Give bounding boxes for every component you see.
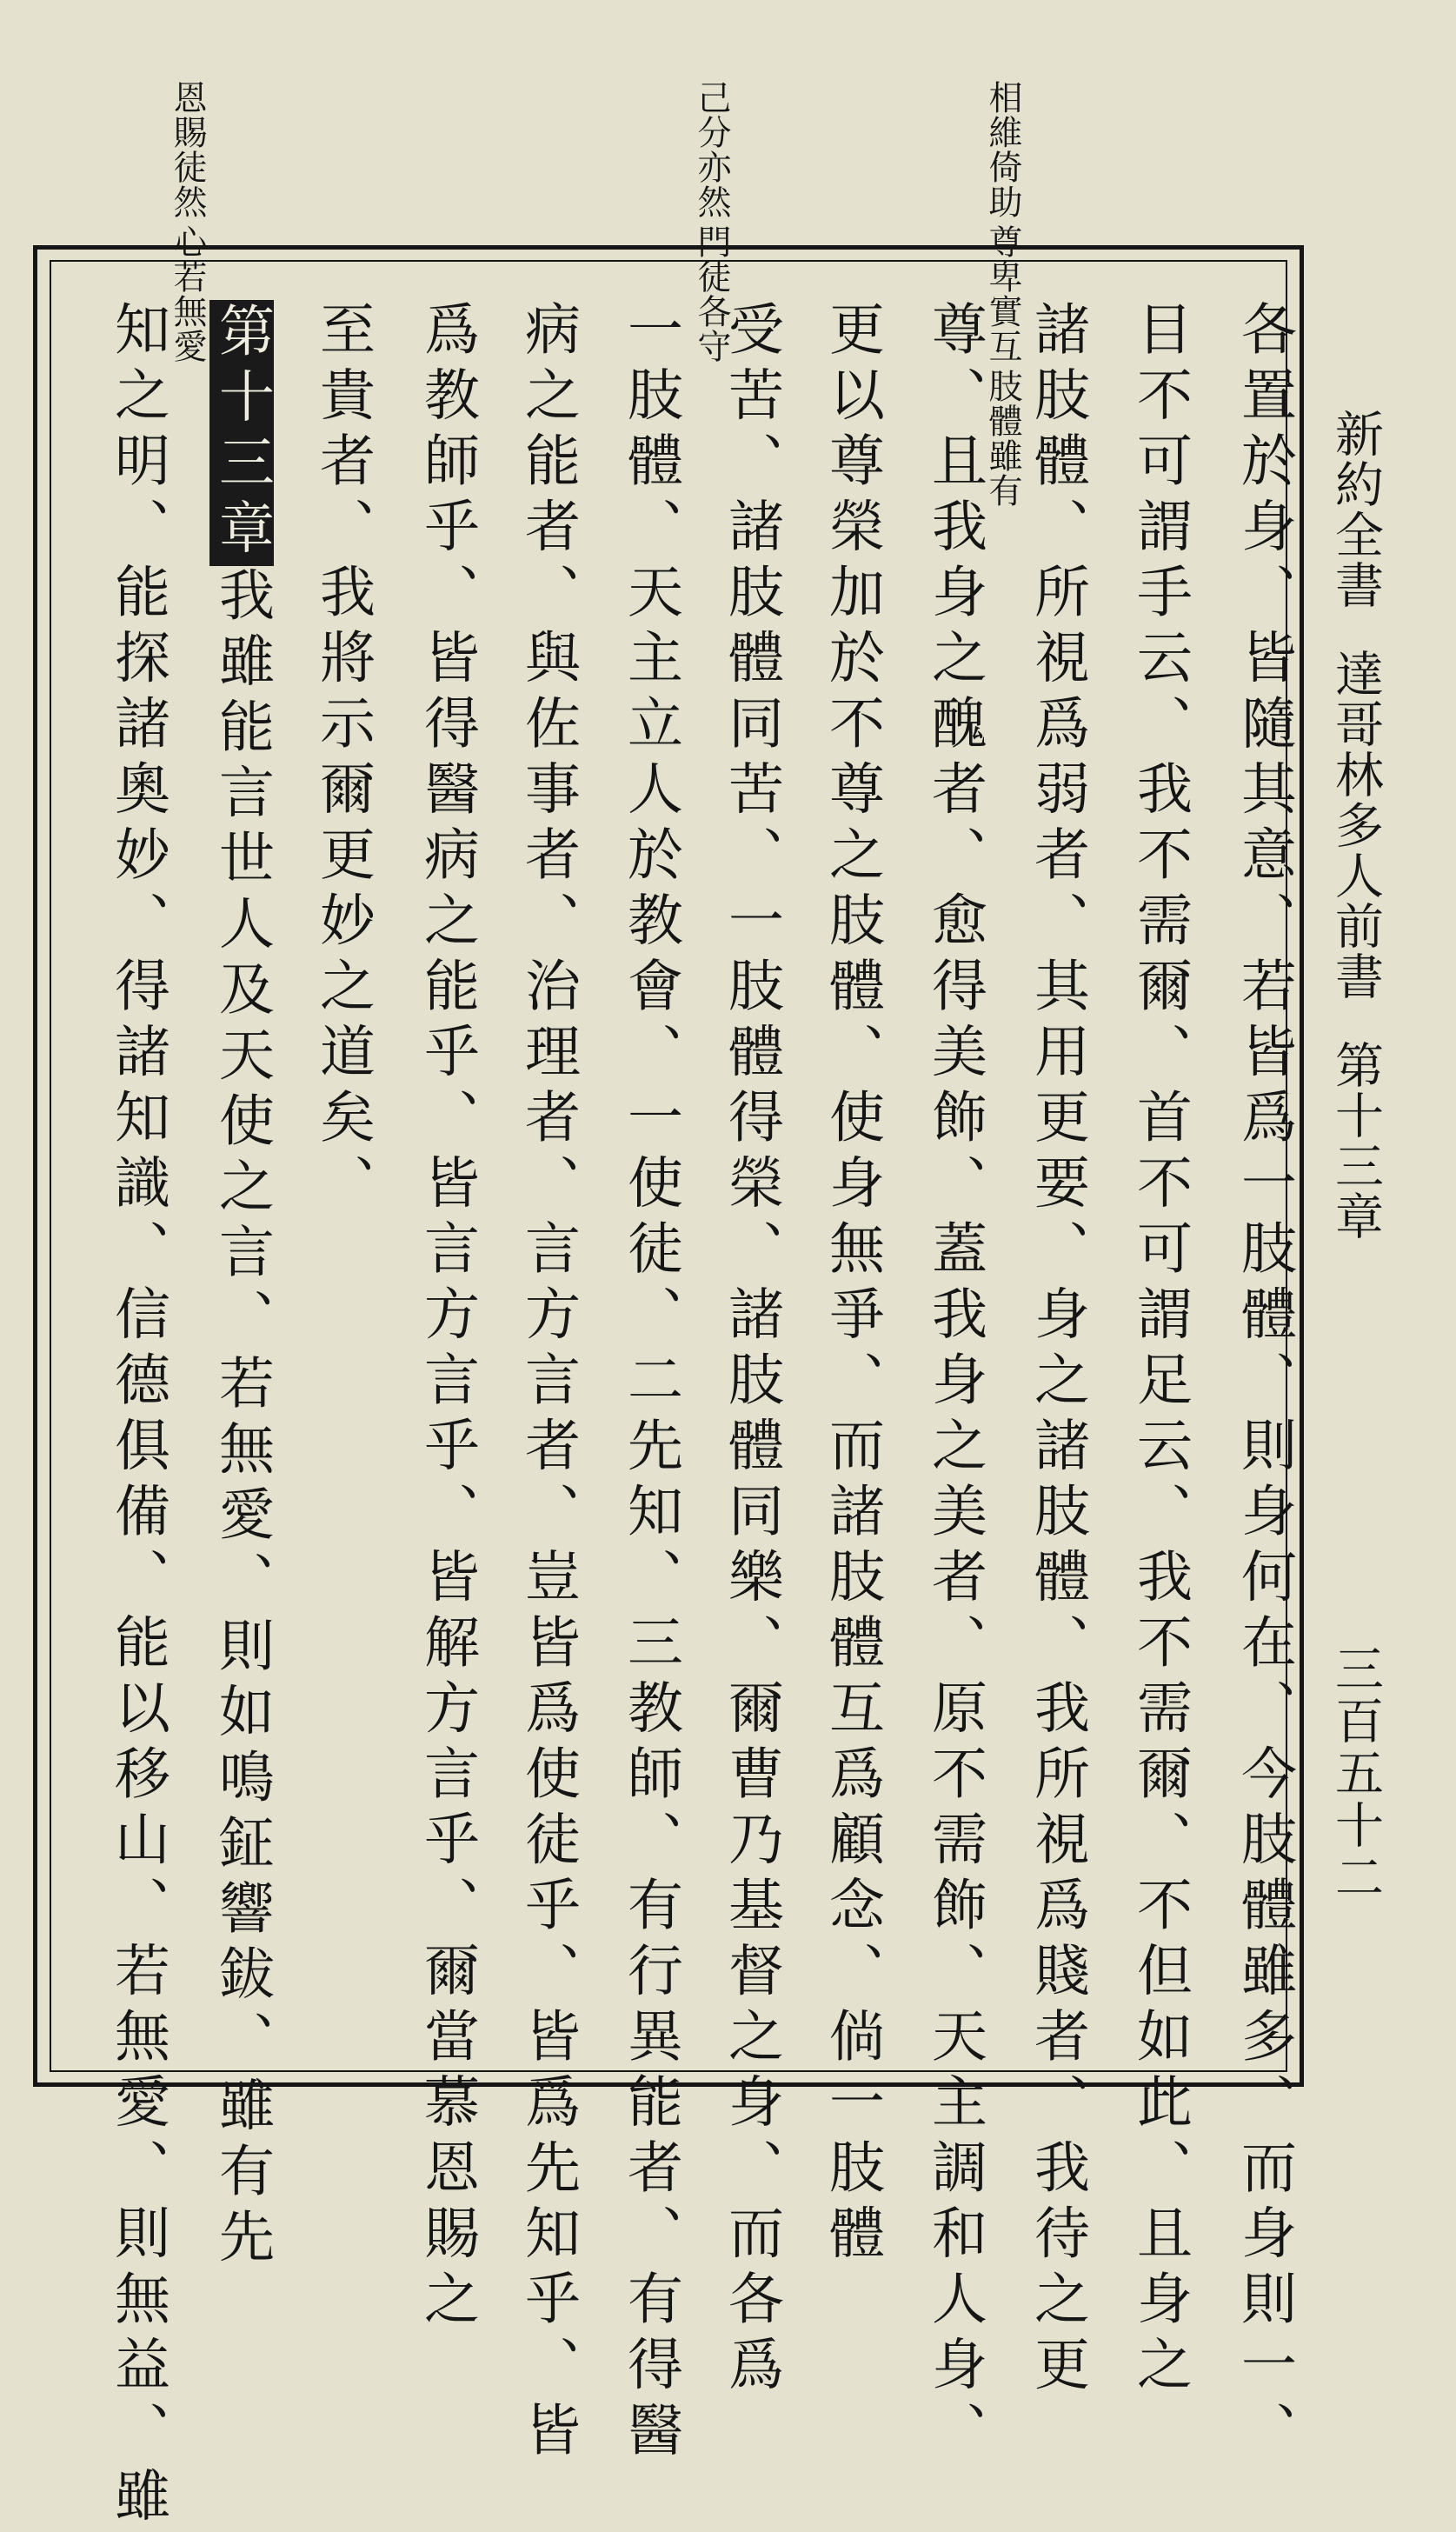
headnote-3-col-1: 心若無愛: [168, 224, 207, 363]
text-column-7: 一肢體、天主立人於教會、一使徒、二先知、三教師、有行異能者、有得醫: [618, 300, 682, 2467]
text-column-6: 受苦、諸肢體同苦、一肢體得榮、諸肢體同樂、爾曹乃基督之身、而各爲: [719, 300, 783, 2401]
headnote-1-col-3: 相維倚助: [983, 80, 1022, 219]
headnote-2: [691, 80, 731, 363]
epistle-title: 達哥林多人前書: [1327, 649, 1384, 1002]
chapter-heading: 第十三章: [209, 302, 274, 564]
text-column-11-body: 我雖能言世人及天使之言、若無愛、則如鳴鉦響鈸、雖有先: [209, 566, 274, 2273]
text-column-9: 爲教師乎、皆得醫病之能乎、皆言方言乎、皆解方言乎、爾當慕恩賜之: [415, 300, 479, 2335]
page-number: 三百五十二: [1327, 1643, 1384, 1904]
chapter-title: 第十三章: [1327, 1040, 1384, 1242]
text-column-3: 諸肢體、所視爲弱者、其用更要、身之諸肢體、我所視爲賤者、我待之更: [1025, 300, 1089, 2401]
headnote-1-col-1: 肢體雖有: [983, 369, 1022, 508]
headnote-3: [167, 80, 207, 363]
headnote-3-col-2: 恩賜徒然: [168, 80, 207, 219]
text-column-4: 尊、且我身之醜者、愈得美飾、蓋我身之美者、原不需飾、天主調和人身、: [922, 300, 987, 2467]
headnote-2-col-1: 門徒各守: [692, 224, 731, 363]
headnote-1-col-2: 尊卑實互: [983, 224, 1022, 363]
text-column-12: 知之明、能探諸奧妙、得諸知識、信德俱備、能以移山、若無愛、則無益、雖: [105, 300, 170, 2532]
text-column-10: 至貴者、我將示爾更妙之道矣、: [310, 300, 375, 1219]
headnote-2-col-2: 己分亦然: [692, 80, 731, 219]
running-header: [1328, 409, 1382, 1242]
book-title: 新約全書: [1327, 409, 1384, 610]
text-column-8: 病之能者、與佐事者、治理者、言方言者、豈皆爲使徒乎、皆爲先知乎、皆: [515, 300, 580, 2467]
text-column-1: 各置於身、皆隨其意、若皆爲一肢體、則身何在、今肢體雖多、而身則一、: [1232, 300, 1296, 2467]
text-column-5: 更以尊榮加於不尊之肢體、使身無爭、而諸肢體互爲顧念、倘一肢體: [820, 300, 884, 2269]
text-column-2: 目不可謂手云、我不需爾、首不可謂足云、我不需爾、不但如此、且身之: [1127, 300, 1192, 2401]
text-column-11: [191, 300, 292, 2273]
headnote-1: [982, 80, 1022, 508]
